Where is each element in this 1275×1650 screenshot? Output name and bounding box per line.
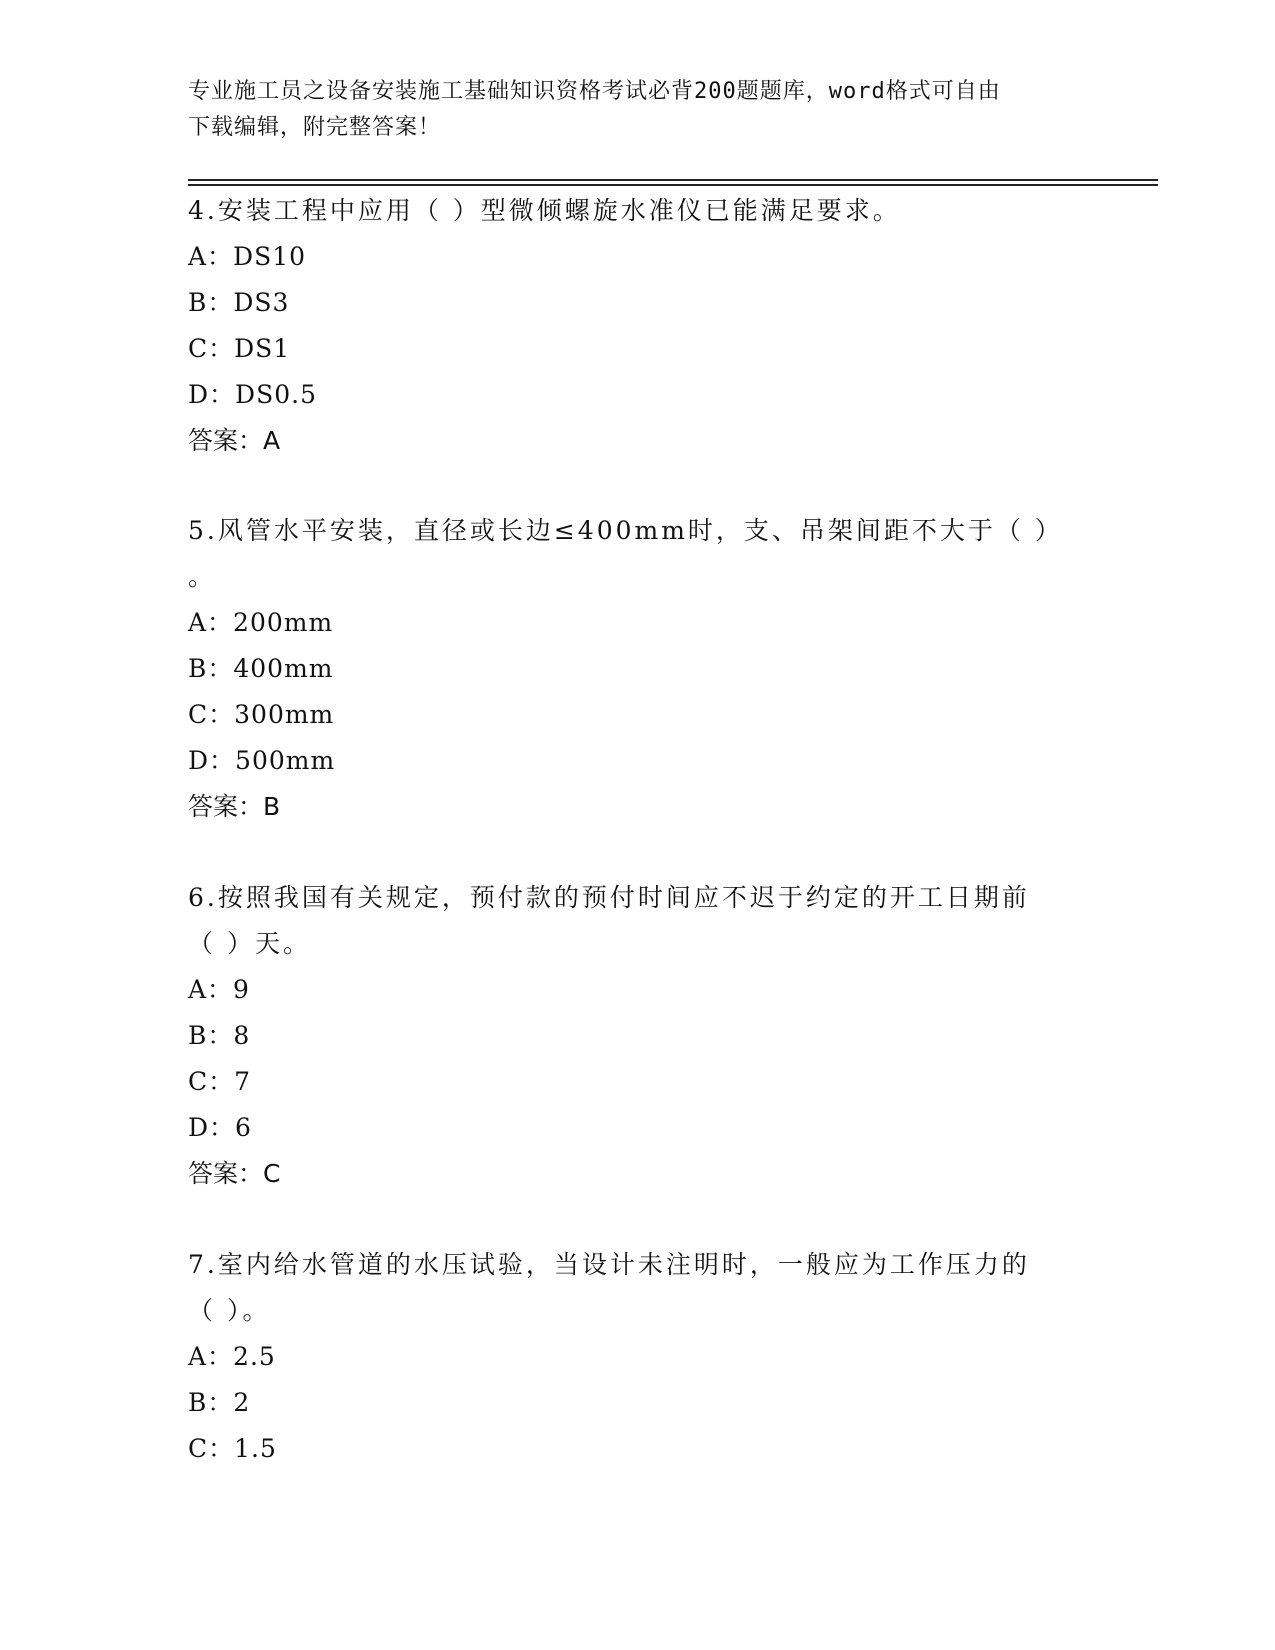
option-b: B：8 xyxy=(188,1021,251,1050)
question-7 xyxy=(188,1242,1068,1472)
option-c: C：300mm xyxy=(188,700,335,729)
question-6 xyxy=(188,875,1068,1197)
option-a: A：DS10 xyxy=(188,242,307,271)
option-d: D：500mm xyxy=(188,746,336,775)
option-a: A：200mm xyxy=(188,608,334,637)
header-line-1: 专业施工员之设备安装施工基础知识资格考试必背200题题库，word格式可自由 xyxy=(188,79,1001,104)
header-line-2: 下载编辑，附完整答案！ xyxy=(188,115,442,140)
question-4 xyxy=(188,188,1068,464)
option-a: A：9 xyxy=(188,975,250,1004)
option-c: C：DS1 xyxy=(188,334,291,363)
question-5 xyxy=(188,508,1068,830)
question-stem-continued: 。 xyxy=(188,562,217,591)
answer-label: 答案：A xyxy=(188,426,281,455)
question-stem: 7.室内给水管道的水压试验，当设计未注明时，一般应为工作压力的 xyxy=(188,1250,1030,1279)
option-a: A：2.5 xyxy=(188,1342,276,1371)
question-stem-continued: （ ）。 xyxy=(188,1296,271,1325)
option-d: D：DS0.5 xyxy=(188,380,317,409)
option-c: C：1.5 xyxy=(188,1434,277,1463)
question-stem: 6.按照我国有关规定，预付款的预付时间应不迟于约定的开工日期前 xyxy=(188,883,1030,912)
option-b: B：2 xyxy=(188,1388,251,1417)
document-header xyxy=(188,74,1088,146)
answer-label: 答案：C xyxy=(188,1159,281,1188)
header-divider-top xyxy=(188,179,1158,181)
option-d: D：6 xyxy=(188,1113,252,1142)
question-stem-continued: （ ）天。 xyxy=(188,929,311,958)
question-stem: 4.安装工程中应用（ ）型微倾螺旋水准仪已能满足要求。 xyxy=(188,196,901,225)
header-divider-bottom xyxy=(188,184,1158,186)
answer-label: 答案：B xyxy=(188,792,281,821)
question-stem: 5.风管水平安装，直径或长边≤400mm时，支、吊架间距不大于（ ） xyxy=(188,516,1063,545)
option-b: B：400mm xyxy=(188,654,334,683)
option-c: C：7 xyxy=(188,1067,252,1096)
option-b: B：DS3 xyxy=(188,288,290,317)
